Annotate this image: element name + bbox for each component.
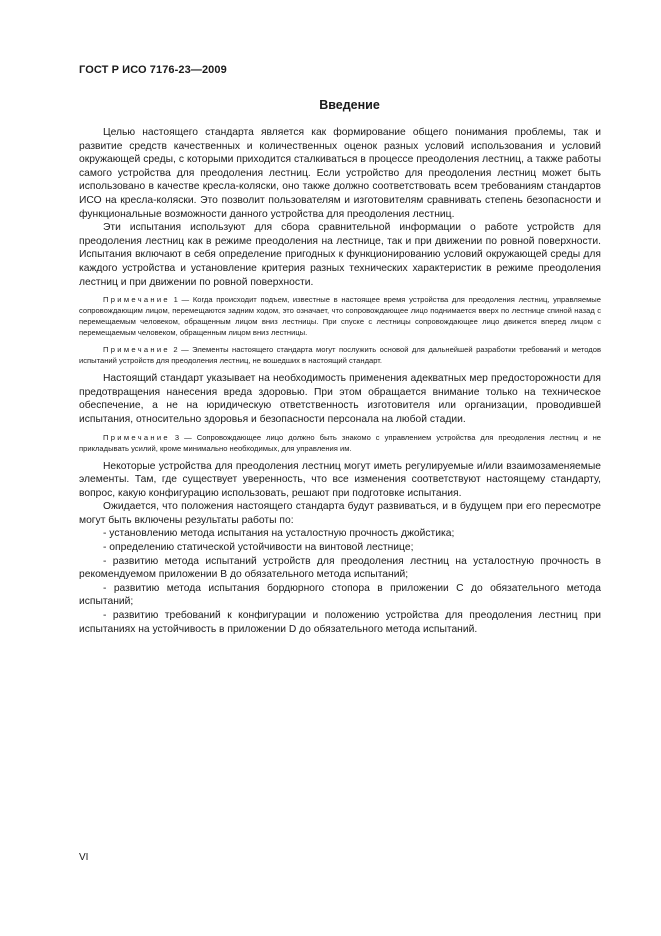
paragraph-3: Настоящий стандарт указывает на необходимость применения адекватных мер предосторожности для предотвращения нанесения вреда здоровью. При этом обращается внимание только на техническое обеспечение, а не на юридическую ответственность изготовителя или организации, проводившей испытания, относительно здоровья и безопасности персонала на любой стадии. [79, 373, 601, 425]
note-1-text: 1 — Когда происходит подъем, известные в настоящее время устройства для преодоления лестниц, управляемые сопровождающим лицом, перемещаются задним ходом, это означает, что сопровождающее лицо поднимается вверх по лестнице спиной назад с перемещаемым человеком, обращенным лицом вниз лестницы. При спуске с лестницы сопровождающее лицо движется вперед лицом с перемещаемым человеком, обращенным лицом вниз лестницы. [79, 295, 601, 338]
list-item: - развитию метода испытания бордюрного стопора в приложении С до обязательного метода испытаний; [79, 582, 601, 608]
note-2-text: 2 — Элементы настоящего стандарта могут послужить основой для дальнейшей разработки требований и методов испытаний устройств для преодоления лестниц, не вошедших в настоящий стандарт. [79, 345, 601, 366]
paragraph-4: Некоторые устройства для преодоления лестниц могут иметь регулируемые и/или взаимозаменяемые элементы. Там, где существует уверенность, что все изменения соответствуют настоящему стандарту, вопрос, какую конфигурацию использовать, решают при подготовке испытания. [79, 460, 601, 499]
list-item: - развитию метода испытаний устройств для преодоления лестниц на усталостную прочность в рекомендуемом приложении В до обязательного метода испытаний; [79, 555, 601, 581]
paragraph-2: Эти испытания используют для сбора сравнительной информации о работе устройств для преодоления лестниц как в режиме преодоления на лестнице, так и при движении по ровной поверхности. Испытания включают в себя определение пригодных к функционированию условий окружающей среды для каждого устройства и установление критерия разных технических характеристик в режиме преодоления лестниц и при движении по ровной поверхности. [79, 222, 601, 288]
note-label: Примечание [103, 345, 170, 355]
body-text [79, 126, 601, 636]
paragraph-5: Ожидается, что положения настоящего стандарта будут развиваться, и в будущем при его пересмотре могут быть включены результаты работы по: [79, 501, 601, 526]
list-item: - определению статической устойчивости на винтовой лестнице; [103, 542, 414, 554]
standard-header: ГОСТ Р ИСО 7176-23—2009 [79, 64, 227, 76]
note-label: Примечание [103, 432, 170, 442]
list-item: - развитию требований к конфигурации и положению устройства для преодоления лестниц при испытаниях на устойчивость в приложении D до обязательного метода испытаний. [79, 610, 601, 635]
list-item: - установлению метода испытания на усталостную прочность джойстика; [103, 528, 455, 540]
note-3 [79, 432, 601, 454]
paragraph-1: Целью настоящего стандарта является как формирование общего понимания проблемы, так и развитие средств качественных и количественных оценок разных условий использования и условий окружающей среды, с которыми приходится сталкиваться в процессе преодоления лестниц, а также работы самого устройства для преодоления лестниц. Если устройство для преодоления лестниц может быть использовано в качестве кресла-коляски, оно также должно соответствовать всем требованиям стандартов ИСО на кресла-коляски. Это позволит пользователям и изготовителям сравнивать степень безопасности и функциональные возможности данного устройства для преодоления лестниц. [79, 127, 601, 220]
page-number: VI [79, 852, 89, 863]
note-3-text: 3 — Сопровождающее лицо должно быть знакомо с управлением устройства для преодоления лестниц и не прикладывать усилий, кроме минимально необходимых, для управления им. [79, 432, 601, 453]
note-label: Примечание [103, 295, 170, 305]
note-1 [79, 294, 601, 338]
section-title: Введение [319, 98, 380, 112]
note-2 [79, 344, 601, 366]
